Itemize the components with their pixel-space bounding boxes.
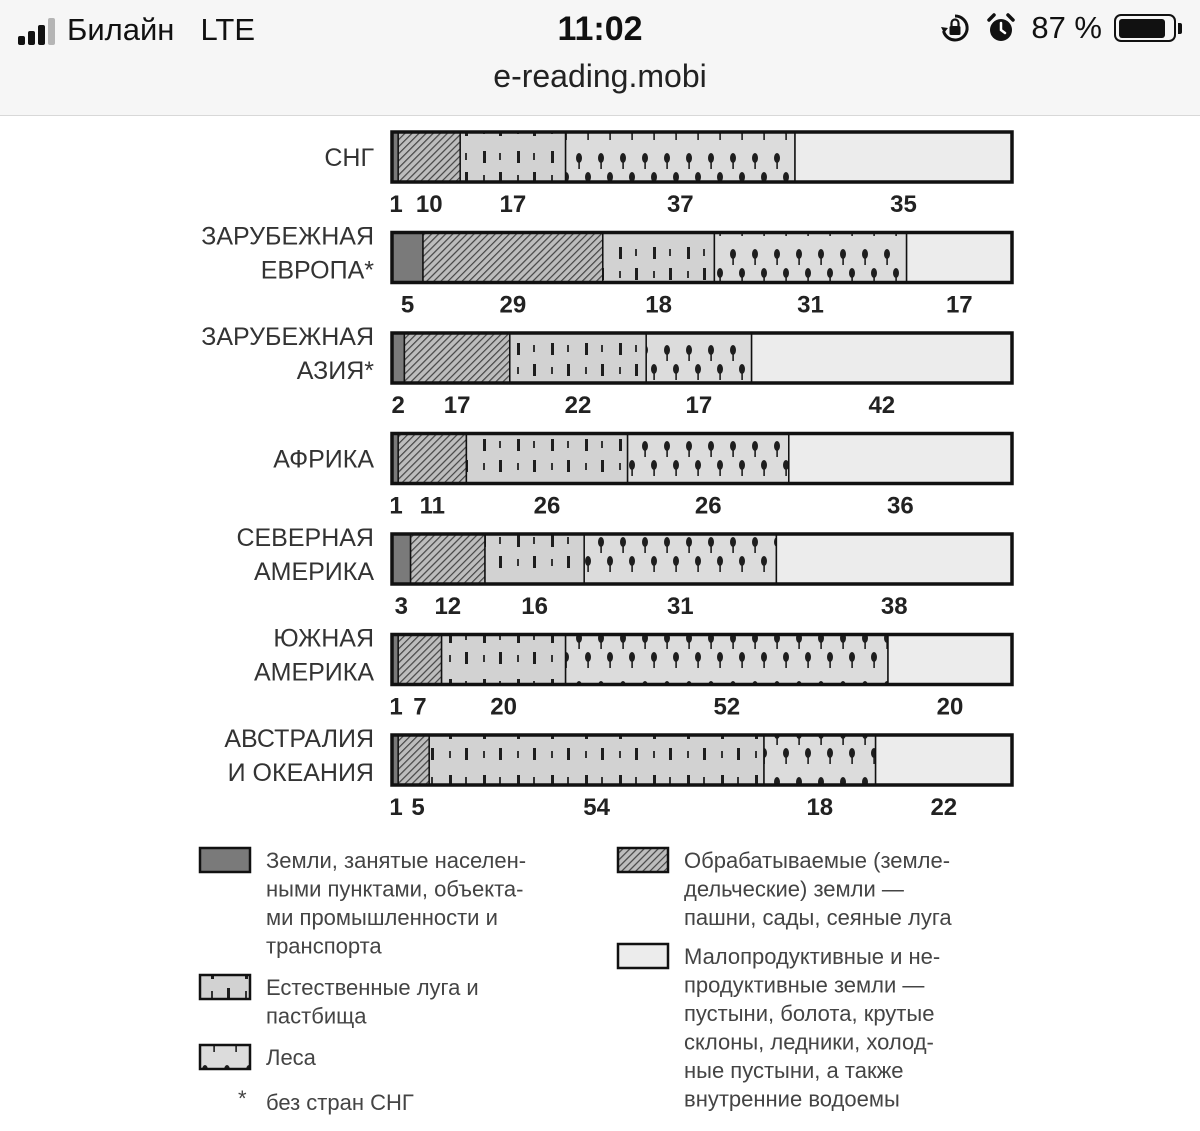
value-label: 16 [521,593,548,620]
legend-label-line: Леса [266,1045,316,1070]
bar-segment [646,333,751,383]
legend-label-line: продуктивные земли — [684,972,925,998]
value-label: 12 [434,593,462,620]
value-label: 18 [645,291,672,319]
value-label: 2 [391,392,405,419]
category-label-line: СЕВЕРНАЯ [236,524,374,552]
legend-label-line: ми промышленности и [266,905,498,930]
value-label: 17 [945,291,973,319]
bar-segment [466,434,627,484]
value-label: 17 [443,392,471,419]
network-type: LTE [200,12,255,47]
value-label: 31 [797,291,824,319]
legend-item [618,944,940,1112]
category-label-line: ЮЖНАЯ [273,624,374,653]
value-label: 18 [806,794,834,821]
bar-segment [398,635,441,685]
bar-row [273,434,1012,520]
value-label: 38 [880,593,908,620]
legend-label-line: Малопродуктивные и не- [684,944,941,969]
legend-label-line: внутренние водоемы [684,1086,900,1112]
bar-segment [603,233,715,283]
value-label: 22 [564,392,592,419]
value-label: 20 [936,693,964,721]
category-label-line: ЗАРУБЕЖНАЯ [201,222,374,251]
legend-label-line: пашни, сады, сеяные луга [684,905,952,930]
value-label: 5 [400,291,415,319]
value-label: 11 [419,492,445,520]
legend-label-line: Обрабатываемые (земле- [684,848,951,873]
value-label: 5 [411,794,425,821]
legend-label-line: склоны, ледники, холод- [684,1029,934,1055]
legend-item [618,848,952,930]
legend-label-line: дельческие) земли — [684,876,904,902]
category-label-line: АЗИЯ* [296,357,374,385]
value-label: 22 [930,794,958,821]
bar-row [201,323,1012,419]
bar-segment [485,534,584,584]
value-label: 1 [389,794,403,821]
legend-swatch [618,944,668,968]
category-label [254,625,374,687]
value-label: 7 [413,693,427,721]
category-label-line: АМЕРИКА [253,558,374,586]
legend-label-line: ные пустыни, а также [684,1058,904,1083]
legend-label-line: Земли, занятые населен- [266,848,527,873]
value-label: 1 [389,693,403,721]
legend-label-line: Естественные луга и [266,975,479,1000]
bar-segment [876,735,1012,785]
legend-swatch [618,848,668,872]
bar-segment [404,333,509,383]
clock: 11:02 [557,10,643,48]
legend-label-line: транспорта [266,933,382,959]
bar-segment [411,534,485,584]
bar-segment [795,132,1012,182]
value-label: 10 [415,191,443,218]
value-label: 1 [389,191,403,218]
category-label [224,725,374,787]
bar-row [324,132,1012,218]
bars-group [201,132,1012,821]
bar-segment [460,132,565,182]
footnote [238,1086,414,1115]
value-label: 42 [868,392,896,419]
bar-segment [907,233,1012,283]
bar-segment [398,132,460,182]
legend-label [266,848,526,959]
category-label-line: ЗАРУБЕЖНАЯ [201,323,374,351]
bar-segment [714,233,906,283]
bar-segment [628,434,789,484]
bar-segment [392,534,411,584]
carrier-name: Билайн [67,12,175,47]
value-label: 36 [887,492,914,520]
legend-label-line: ными пунктами, объекта- [266,876,524,902]
footnote-text: без стран СНГ [266,1090,414,1115]
legend [200,848,952,1115]
value-label: 26 [694,492,722,520]
category-label-line: СНГ [324,144,374,172]
bar-segment [584,534,776,584]
legend-swatch [200,848,250,872]
value-label: 17 [499,191,527,218]
legend-item [200,1045,317,1070]
bar-segment [752,333,1012,383]
value-label: 35 [890,191,917,218]
category-label-line: АМЕРИКА [253,658,374,687]
category-label-line: И ОКЕАНИЯ [227,759,374,787]
category-label [201,223,374,285]
bar-segment [776,534,1012,584]
legend-label [266,1045,317,1070]
legend-swatch [200,975,250,999]
category-label [273,446,374,474]
value-label: 29 [499,291,527,319]
bar-segment [398,434,466,484]
category-label [236,524,374,586]
category-label-line: АФРИКА [273,445,374,474]
battery-percent: 87 % [1031,10,1102,45]
category-label [324,144,374,172]
category-label-line: ЕВРОПА* [260,256,374,285]
legend-swatch [200,1045,250,1069]
bar-segment [888,635,1012,685]
value-label: 26 [533,492,561,520]
bar-segment [398,735,429,785]
value-label: 20 [490,693,517,721]
legend-label [684,848,952,930]
bar-segment [510,333,646,383]
value-label: 17 [685,392,713,419]
legend-label [684,944,940,1112]
legend-item [200,848,526,959]
category-label-line: АВСТРАЛИЯ [224,725,374,753]
legend-label-line: пустыни, болота, крутые [684,1001,935,1026]
category-label [201,323,374,385]
bar-segment [566,635,888,685]
bar-row [254,625,1012,721]
bar-segment [392,333,404,383]
value-label: 31 [666,593,694,620]
legend-item [200,975,479,1029]
legend-label [266,975,479,1029]
footnote-marker: * [238,1086,247,1111]
bar-segment [442,635,566,685]
bar-segment [566,132,795,182]
value-label: 3 [394,593,408,620]
value-label: 54 [583,794,610,821]
bar-segment [789,434,1012,484]
bar-row [236,524,1012,620]
legend-label-line: пастбища [266,1003,367,1029]
bar-segment [429,735,764,785]
value-label: 52 [713,693,741,721]
bar-row [224,725,1012,821]
bar-row [201,223,1012,319]
bar-segment [392,233,423,283]
bar-segment [423,233,603,283]
bar-segment [764,735,876,785]
value-label: 37 [666,191,694,218]
value-label: 1 [389,492,403,520]
address-bar[interactable]: e-reading.mobi [493,58,707,94]
